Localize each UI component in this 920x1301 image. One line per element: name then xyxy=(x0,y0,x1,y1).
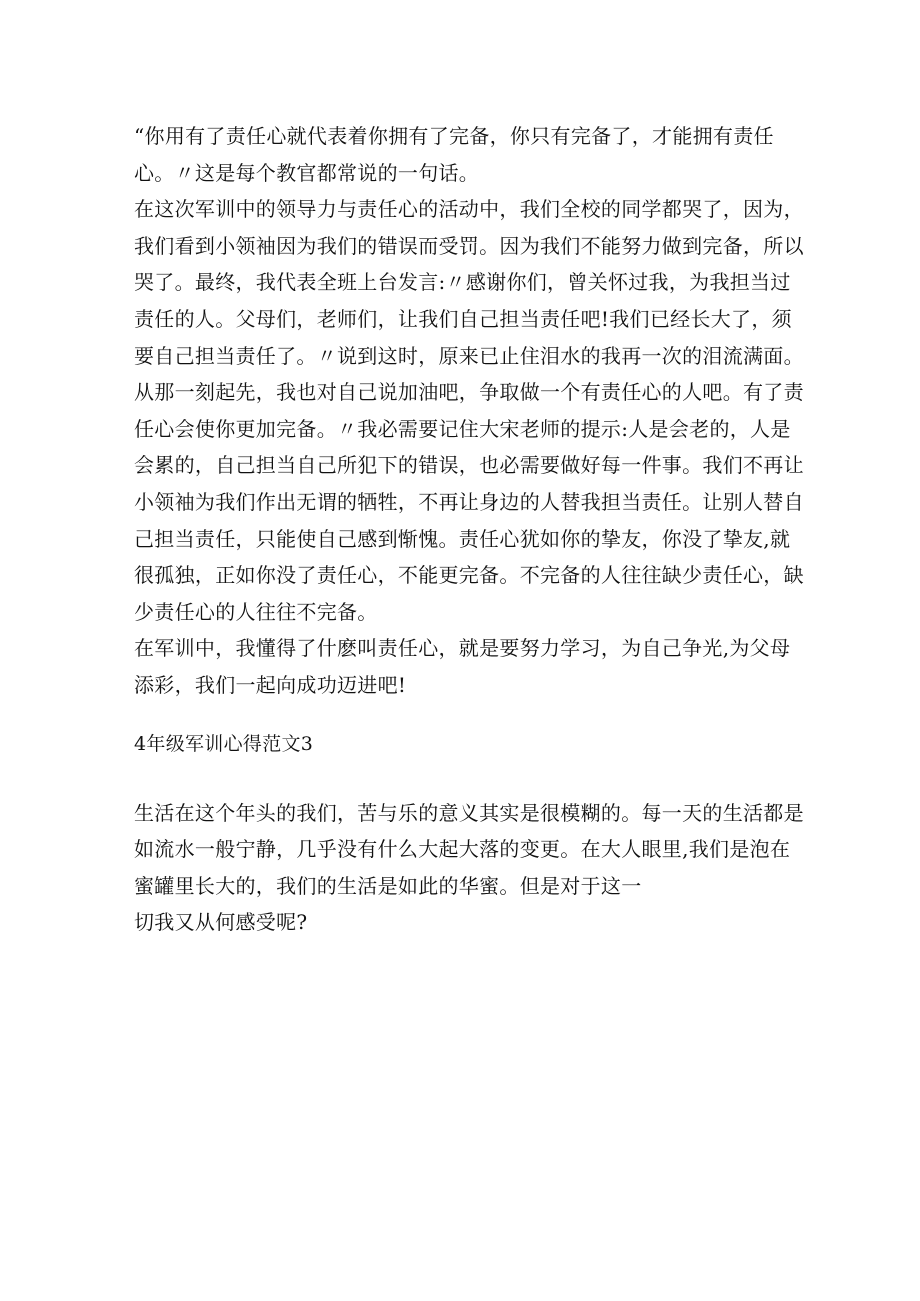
section-heading: 4年级军训心得范文3 xyxy=(134,732,314,755)
text-line: 如流水一般宁静，几乎没有什么大起大落的变更。在大人眼里,我们是泡在 xyxy=(134,837,791,862)
text-line: 少责任心的人往往不完备。 xyxy=(134,599,378,624)
text-line: 从那一刻起先，我也对自己说加油吧，争取做一个有责任心的人吧。有了责 xyxy=(134,380,804,405)
text-line: 责任的人。父母们，老师们，让我们自己担当责任吧!我们已经长大了，须 xyxy=(134,306,792,331)
text-line: 己担当责任，只能使自己感到惭愧。责任心犹如你的挚友，你没了挚友,就 xyxy=(134,526,791,551)
text-line: 哭了。最终，我代表全班上台发言:〃感谢你们，曾关怀过我，为我担当过 xyxy=(134,270,791,295)
text-line: 很孤独，正如你没了责任心，不能更完备。不完备的人往往缺少责任心，缺 xyxy=(134,563,804,588)
text-line: 要自己担当责任了。〃说到这时，原来已止住泪水的我再一次的泪流满面。 xyxy=(134,343,804,368)
paragraph-conclusion xyxy=(134,630,794,703)
paragraph-quote xyxy=(134,118,794,191)
text-line: 心。〃这是每个教官都常说的一句话。 xyxy=(134,160,480,185)
text-line: 切我又从何感受呢? xyxy=(134,910,308,935)
text-line: “你用有了责任心就代表着你拥有了完备，你只有完备了，才能拥有责任 xyxy=(134,124,774,148)
text-line: 会累的，自己担当自己所犯下的错误，也必需要做好每一件事。我们不再让 xyxy=(134,453,804,478)
text-line: 添彩，我们一起向成功迈进吧! xyxy=(134,672,407,697)
paragraph-training-story xyxy=(134,191,804,630)
paragraph-life xyxy=(134,795,804,941)
text-line: 小领袖为我们作出无谓的牺牲，不再让身边的人替我担当责任。让别人替自 xyxy=(134,489,804,514)
text-line: 任心会使你更加完备。〃我必需要记住大宋老师的提示:人是会老的，人是 xyxy=(134,416,791,441)
document-page xyxy=(134,118,804,941)
text-line: 生活在这个年头的我们，苦与乐的意义其实是很模糊的。每一天的生活都是 xyxy=(134,800,804,825)
text-line: 我们看到小领袖因为我们的错误而受罚。因为我们不能努力做到完备，所以 xyxy=(134,233,804,258)
text-line: 蜜罐里长大的，我们的生活是如此的华蜜。但是对于这一 xyxy=(134,873,642,898)
text-line: 在这次军训中的领导力与责任心的活动中，我们全校的同学都哭了，因为， xyxy=(134,197,804,222)
text-line: 在军训中，我懂得了什麽叫责任心，就是要努力学习，为自己争光,为父母 xyxy=(134,636,791,661)
